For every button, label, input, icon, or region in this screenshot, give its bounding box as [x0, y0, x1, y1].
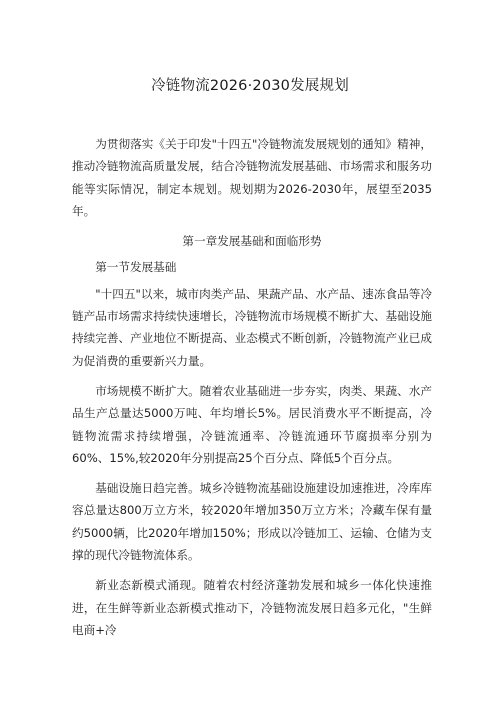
body-paragraph: 新业态新模式涌现。随着农村经济蓬勃发展和城乡一体化快速推进，在生鲜等新业态新模式推动下，冷链物流发展日趋多元化，"生鲜电商+冷 — [72, 578, 432, 637]
body-paragraph: 基础设施日趋完善。城乡冷链物流基础设施建设加速推进，冷库库容总量达800万立方米，较2020年增加350万立方米；冷藏车保有量约5000辆，比2020年增加150%；形成以冷链加工、运输、仓储为支撑的现代冷链物流体系。 — [72, 481, 432, 563]
intro-paragraph: 为贯彻落实《关于印发"十四五"冷链物流发展规划的通知》精神，推动冷链物流高质量发展，结合冷链物流发展基础、市场需求和服务功能等实际情况，制定本规划。规划期为2026-2030年，展望至2035年。 — [72, 137, 432, 218]
chapter-heading: 第一章发展基础和面临形势 — [182, 234, 322, 249]
section-heading: 第一节发展基础 — [95, 260, 177, 275]
body-paragraph: 市场规模不断扩大。随着农业基础进一步夯实，肉类、果蔬、水产品生产总量达5000万吨、年均增长5%。居民消费水平不断提高，冷链物流需求持续增强，冷链流通率、冷链流通环节腐损率分别为60%、15%,较2020年分别提高25个百分点、降低5个百分点。 — [72, 383, 432, 465]
document-title: 冷链物流2026·2030发展规划 — [151, 78, 349, 94]
document-body — [72, 133, 432, 649]
body-paragraph: "十四五"以来，城市肉类产品、果蔬产品、水产品、速冻食品等冷链产品市场需求持续快速增长，冷链物流市场规模不断扩大、基础设施持续完善、产业地位不断提高、业态模式不断创新，冷链物流产业已成为促消费的重要新兴力量。 — [72, 286, 432, 368]
